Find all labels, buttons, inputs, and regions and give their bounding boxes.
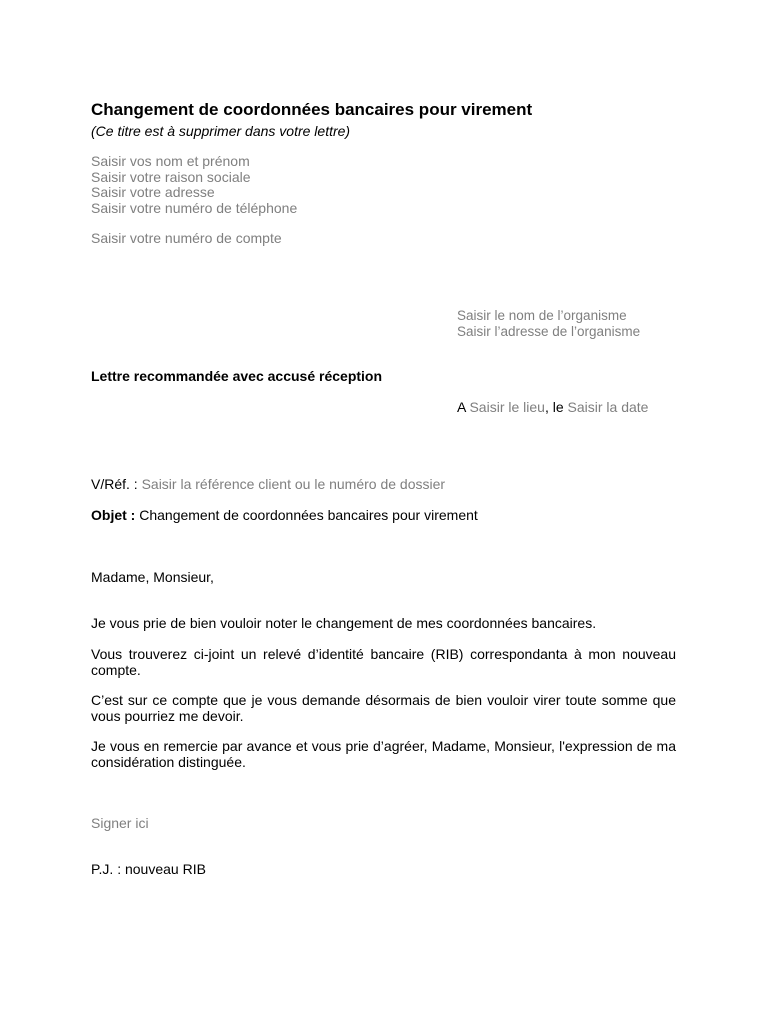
sender-phone: Saisir votre numéro de téléphone (91, 199, 298, 216)
salutation: Madame, Monsieur, (91, 569, 214, 585)
subject-line (91, 508, 478, 524)
recipient-address: Saisir l’adresse de l’organisme (457, 323, 641, 339)
body-paragraph-3: C’est sur ce compte que je vous demande désormais de bien vouloir virer toute somme que vous pourriez me devoir. (91, 692, 676, 724)
date-placeholder: Saisir la date (567, 399, 649, 415)
place-date-line (457, 400, 648, 416)
reference-label: V/Réf. : (91, 476, 138, 492)
attachment-line: P.J. : nouveau RIB (91, 861, 206, 877)
account-number: Saisir votre numéro de compte (91, 230, 282, 246)
registered-mail-line: Lettre recommandée avec accusé réception (91, 368, 383, 384)
title-note: (Ce titre est à supprimer dans votre lettre) (91, 123, 351, 139)
place-prefix: A (457, 399, 470, 415)
subject-label: Objet : (91, 507, 136, 523)
recipient-block (457, 308, 640, 339)
reference-line (91, 477, 445, 493)
letter-title: Changement de coordonnées bancaires pour virement (91, 100, 533, 119)
place-placeholder: Saisir le lieu (469, 399, 545, 415)
sender-block (91, 154, 297, 216)
recipient-name: Saisir le nom de l’organisme (457, 308, 627, 323)
sender-address: Saisir votre adresse (91, 184, 215, 200)
subject-text: Changement de coordonnées bancaires pour virement (135, 507, 478, 523)
reference-placeholder: Saisir la référence client ou le numéro de dossier (137, 476, 446, 492)
date-separator: , le (544, 399, 568, 415)
body-paragraph-2: Vous trouverez ci-joint un relevé d’identité bancaire (RIB) correspondanta à mon nouveau compte. (91, 646, 676, 678)
sender-company: Saisir votre raison sociale (91, 168, 251, 185)
sender-name: Saisir vos nom et prénom (91, 153, 250, 169)
body-paragraph-4: Je vous en remercie par avance et vous prie d’agréer, Madame, Monsieur, l'expression de ma considération distinguée. (91, 738, 676, 770)
body-paragraph-1: Je vous prie de bien vouloir noter le changement de mes coordonnées bancaires. (91, 615, 597, 631)
signature-placeholder: Signer ici (91, 815, 149, 831)
